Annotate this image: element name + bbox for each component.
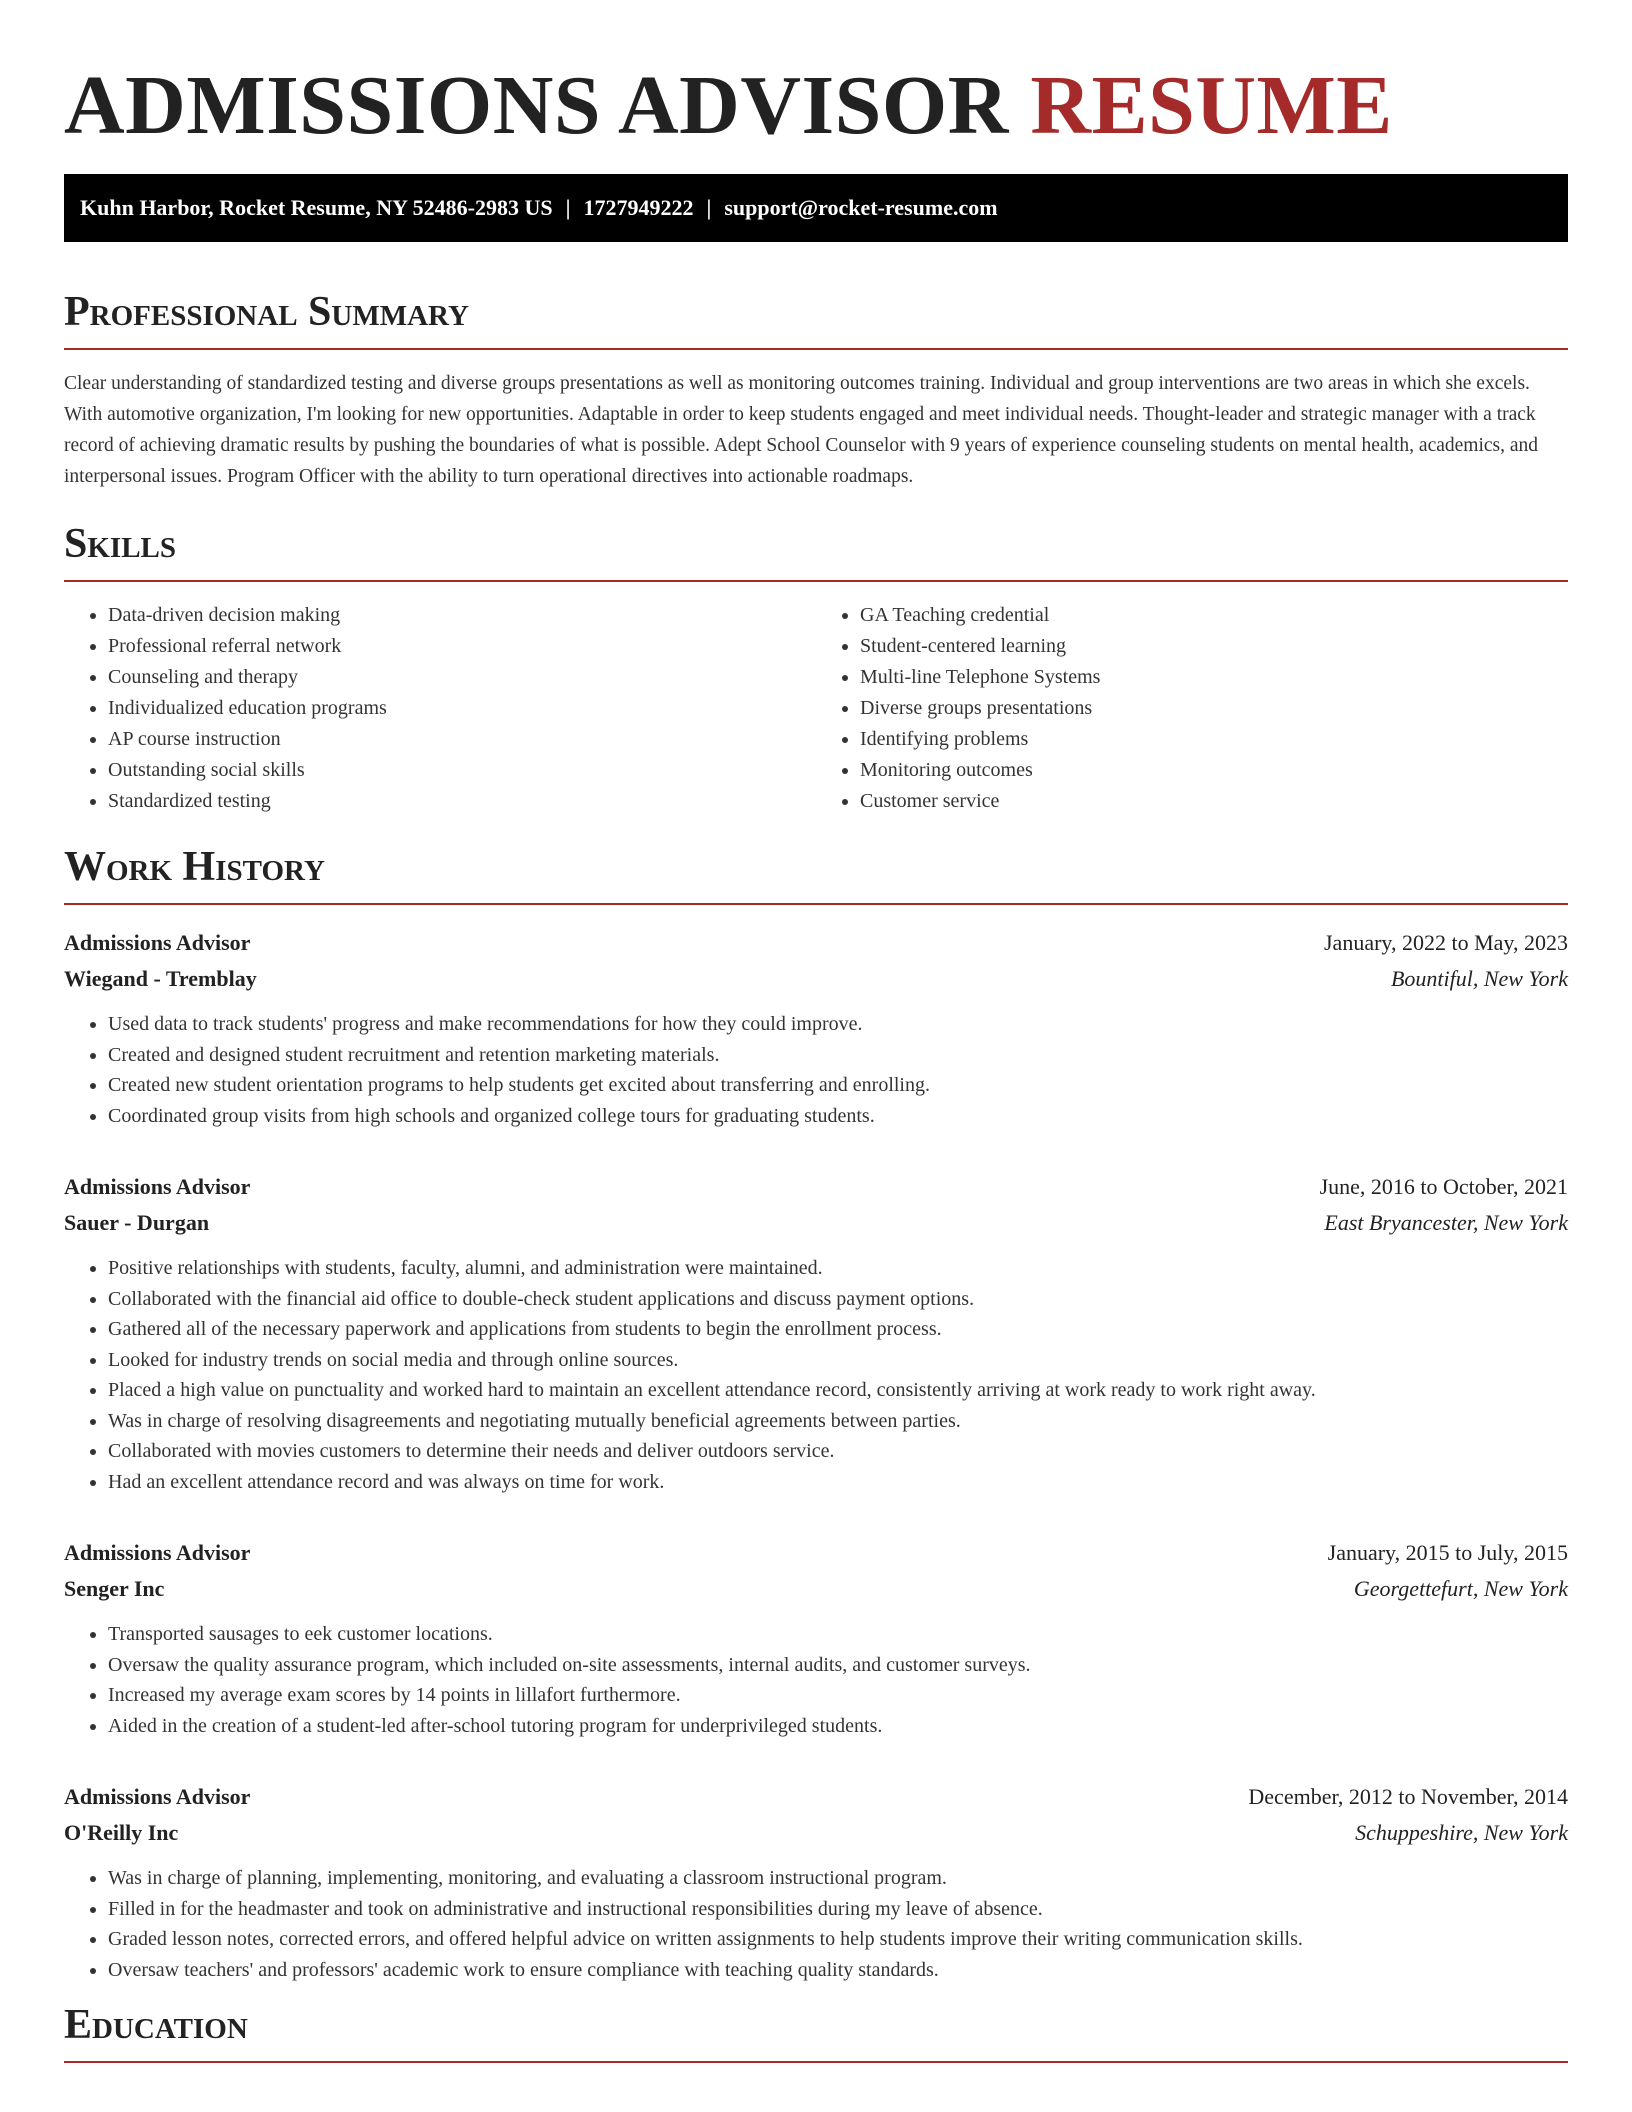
- contact-separator: |: [706, 195, 712, 220]
- job-dates: June, 2016 to October, 2021: [1319, 1174, 1568, 1199]
- job-bullet: • Was in charge of planning, implementing, monitoring, and evaluating a classroom instructional program.: [108, 1863, 1568, 1894]
- contact-email: support@rocket-resume.com: [724, 195, 998, 220]
- job-bullet: • Was in charge of resolving disagreements and negotiating mutually beneficial agreements between parties.: [108, 1406, 1568, 1437]
- job-header-row: [64, 1779, 1568, 1815]
- job-bullet: • Filled in for the headmaster and took on administrative and instructional responsibilities during my leave of absence.: [108, 1894, 1568, 1925]
- skill-item: • Data-driven decision making: [108, 600, 816, 631]
- job-header-row: [64, 925, 1568, 961]
- contact-separator: |: [565, 195, 571, 220]
- job-dates: January, 2015 to July, 2015: [1327, 1540, 1568, 1565]
- job-subheader-row: [64, 1571, 1568, 1607]
- skill-item: • Student-centered learning: [860, 631, 1568, 662]
- job-bullet: • Collaborated with movies customers to determine their needs and deliver outdoors service.: [108, 1436, 1568, 1467]
- skill-item: • Identifying problems: [860, 724, 1568, 755]
- work-history-heading: Work History: [64, 841, 1568, 905]
- contact-address: Kuhn Harbor, Rocket Resume, NY 52486-2983 US: [80, 195, 553, 220]
- job-bullets: [64, 1253, 1568, 1497]
- skill-item: • GA Teaching credential: [860, 600, 1568, 631]
- job-bullet: • Created new student orientation programs to help students get excited about transferring and enrolling.: [108, 1070, 1568, 1101]
- job-dates: December, 2012 to November, 2014: [1248, 1784, 1568, 1809]
- job-bullets: [64, 1009, 1568, 1131]
- skill-item: • Professional referral network: [108, 631, 816, 662]
- job-bullets: [64, 1863, 1568, 1985]
- skill-item: • Diverse groups presentations: [860, 693, 1568, 724]
- contact-bar: [64, 174, 1568, 242]
- job-company: O'Reilly Inc: [64, 1820, 179, 1845]
- resume-title: [64, 0, 1568, 156]
- job-header-row: [64, 1535, 1568, 1571]
- job-company: Senger Inc: [64, 1576, 165, 1601]
- job-company: Sauer - Durgan: [64, 1210, 210, 1235]
- job-bullet: • Created and designed student recruitment and retention marketing materials.: [108, 1040, 1568, 1071]
- job-dates: January, 2022 to May, 2023: [1324, 930, 1568, 955]
- job-entry: [64, 1535, 1568, 1741]
- job-bullet: • Graded lesson notes, corrected errors, and offered helpful advice on written assignments to help students improve their writing communication skills.: [108, 1924, 1568, 1955]
- job-location: Georgettefurt, New York: [1353, 1576, 1568, 1601]
- job-bullet: • Coordinated group visits from high schools and organized college tours for graduating students.: [108, 1101, 1568, 1132]
- job-subheader-row: [64, 1815, 1568, 1851]
- job-entry: [64, 1169, 1568, 1497]
- skills-heading: Skills: [64, 518, 1568, 582]
- skill-item: • AP course instruction: [108, 724, 816, 755]
- title-accent: RESUME: [1030, 59, 1393, 152]
- skill-item: • Monitoring outcomes: [860, 755, 1568, 786]
- skills-column-left: [64, 600, 816, 817]
- job-bullet: • Oversaw teachers' and professors' academic work to ensure compliance with teaching quality standards.: [108, 1955, 1568, 1986]
- job-bullet: • Had an excellent attendance record and was always on time for work.: [108, 1467, 1568, 1498]
- job-title: Admissions Advisor: [64, 1784, 251, 1809]
- job-bullet: • Placed a high value on punctuality and worked hard to maintain an excellent attendance record, consistently arriving at work ready to work right away.: [108, 1375, 1568, 1406]
- job-title: Admissions Advisor: [64, 930, 251, 955]
- job-bullet: • Used data to track students' progress and make recommendations for how they could improve.: [108, 1009, 1568, 1040]
- job-location: East Bryancester, New York: [1324, 1210, 1568, 1235]
- job-title: Admissions Advisor: [64, 1540, 251, 1565]
- job-entry: [64, 1779, 1568, 1985]
- job-location: Schuppeshire, New York: [1355, 1820, 1568, 1845]
- job-bullet: • Increased my average exam scores by 14 points in lillafort furthermore.: [108, 1680, 1568, 1711]
- job-bullet: • Looked for industry trends on social media and through online sources.: [108, 1345, 1568, 1376]
- skill-item: • Standardized testing: [108, 786, 816, 817]
- job-header-row: [64, 1169, 1568, 1205]
- job-bullet: • Collaborated with the financial aid office to double-check student applications and discuss payment options.: [108, 1284, 1568, 1315]
- job-location: Bountiful, New York: [1390, 966, 1568, 991]
- job-bullet: • Aided in the creation of a student-led after-school tutoring program for underprivileged students.: [108, 1711, 1568, 1742]
- job-entry: [64, 925, 1568, 1131]
- contact-phone: 1727949222: [583, 195, 694, 220]
- summary-text: Clear understanding of standardized testing and diverse groups presentations as well as monitoring outcomes training. Individual and group interventions are two areas in which she excels. With automotive organization, I'm looking for new opportunities. Adaptable in order to keep students engaged and meet individual needs. Thought-leader and strategic manager with a track record of achieving dramatic results by pushing the boundaries of what is possible. Adept School Counselor with 9 years of experience counseling students on mental health, academics, and interpersonal issues. Program Officer with the ability to turn operational directives into actionable roadmaps.: [64, 373, 1539, 487]
- job-company: Wiegand - Tremblay: [64, 966, 257, 991]
- job-subheader-row: [64, 1205, 1568, 1241]
- job-subheader-row: [64, 961, 1568, 997]
- skill-item: • Outstanding social skills: [108, 755, 816, 786]
- job-bullet: • Positive relationships with students, faculty, alumni, and administration were maintained.: [108, 1253, 1568, 1284]
- job-bullets: [64, 1619, 1568, 1741]
- skill-item: • Customer service: [860, 786, 1568, 817]
- skill-item: • Multi-line Telephone Systems: [860, 662, 1568, 693]
- skills-list: [64, 600, 1568, 817]
- skill-item: • Individualized education programs: [108, 693, 816, 724]
- job-bullet: • Transported sausages to eek customer locations.: [108, 1619, 1568, 1650]
- skill-item: • Counseling and therapy: [108, 662, 816, 693]
- job-title: Admissions Advisor: [64, 1174, 251, 1199]
- job-bullet: • Oversaw the quality assurance program, which included on-site assessments, internal audits, and customer surveys.: [108, 1650, 1568, 1681]
- skills-column-right: [816, 600, 1568, 817]
- education-heading: Education: [64, 1999, 1568, 2063]
- title-main: ADMISSIONS ADVISOR: [64, 59, 1009, 152]
- summary-heading: Professional Summary: [64, 286, 1568, 350]
- job-bullet: • Gathered all of the necessary paperwork and applications from students to begin the enrollment process.: [108, 1314, 1568, 1345]
